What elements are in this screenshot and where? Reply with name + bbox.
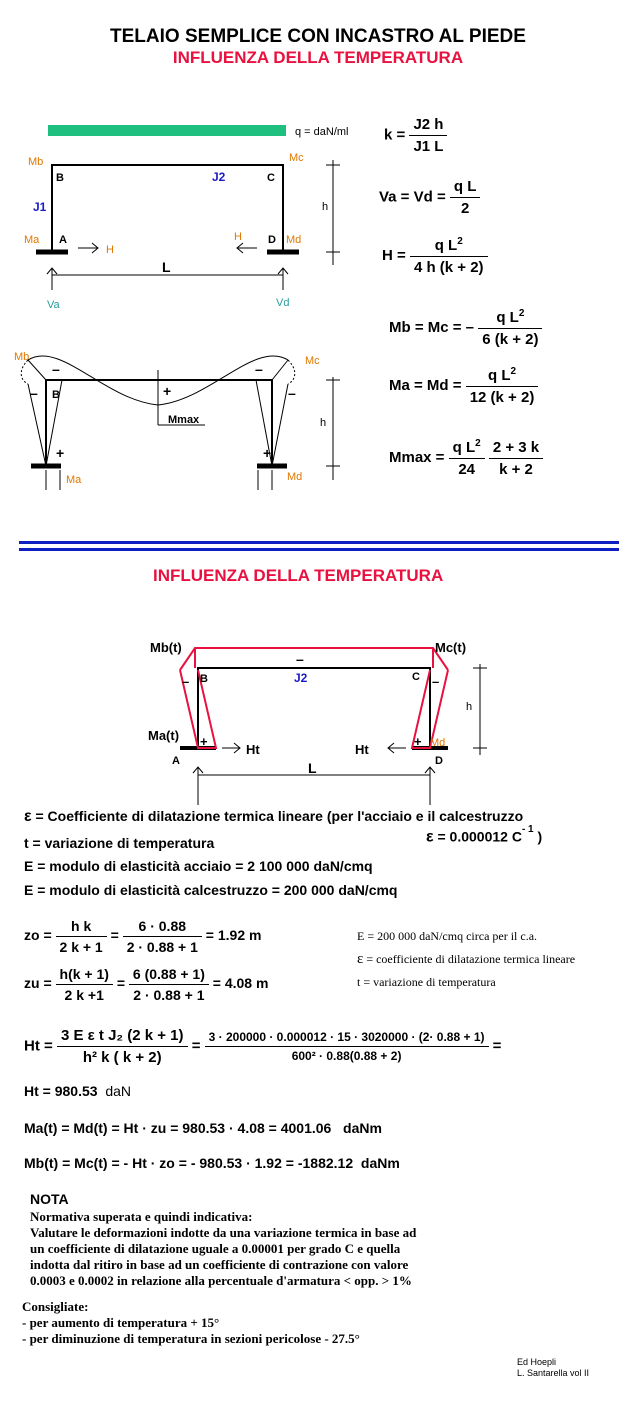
node-b: B [56, 172, 64, 184]
plus-base-left: + [56, 445, 65, 461]
node-d: D [268, 234, 276, 246]
h-label: h [322, 201, 329, 213]
node2-b: B [52, 389, 60, 401]
mbt-result: Mb(t) = Mc(t) = - Ht · zo = - 980.53 · 1.92 = -1882.12 daNm [24, 1155, 400, 1171]
side-note-eps: ε = coefficiente di dilatazione termica lineare [357, 951, 576, 967]
va-label: Va [47, 299, 60, 311]
note-heading: NOTA [30, 1191, 69, 1207]
minus-col-left: – [30, 385, 38, 401]
formula-zu: zu = $\frac{h(k + 1)}{2 k +1}$ = $\frac{6 (0.88 + 1)}{2 \cdot 0.88 + 1}$ = 4.08 m [24, 966, 269, 1003]
h-left-label: H [106, 244, 114, 256]
side-note-t: t = variazione di temperatura [357, 975, 496, 989]
mc2-label: Mc [305, 355, 320, 367]
vd-label: Vd [276, 297, 290, 309]
l3-label: L [308, 760, 317, 776]
credit: Ed Hoepli L. Santarella vol II [517, 1357, 590, 1378]
h3-label: h [466, 701, 473, 713]
note-body: Normativa superata e quindi indicativa: Valutare le deformazioni indotte da una variazione termica in base ad un coefficiente di dilatazione uguale a 0.00001 per grado C e quella indotta dal ritiro in base ad un coefficiente di contrazione con valore 0.0003 e 0.0002 in relazione alla percentuale d'armatura < opp. > 1% [30, 1209, 417, 1288]
h2-label: h [320, 417, 327, 429]
node3-b: B [200, 673, 208, 685]
formula-k: k = $\frac{J2 h}{J1 L}$ [384, 116, 447, 155]
page-title: TELAIO SEMPLICE CON INCASTRO AL PIEDE [110, 26, 526, 47]
mmax-label: Mmax [168, 414, 200, 426]
node-c: C [267, 172, 275, 184]
mbt-label: Mb(t) [150, 640, 182, 655]
formula-ht: Ht = $\frac{\text{3 E ε t J₂ (2 k + 1)}}{\text{h² k ( k + 2)}}$ = $\frac{3 \cdot 200000 \cdot 0.000012 \cdot 15 \cdot 3020000 \cdot (2\cdot 0.88 + 1)}{\text{600² · 0.88(0.88 + 2)}}$ = [24, 1027, 502, 1066]
formula-zo: zo = $\frac{\text{h k}}{2 k + 1}$ = $\frac{6 \cdot 0.88}{2 \cdot 0.88 + 1}$ = 1.92 m [24, 918, 262, 955]
temp-moment-beam [180, 648, 448, 670]
mb2-label: Mb [14, 351, 30, 363]
formula-h: H = $\frac{q L^2}{4 h (k + 2)}$ [382, 236, 488, 276]
divider-top [19, 541, 619, 544]
mat-result: Ma(t) = Md(t) = Ht · zu = 980.53 · 4.08 = 4001.06 daNm [24, 1120, 382, 1136]
minus-beam3: – [296, 651, 304, 667]
plus3-left: + [200, 734, 208, 749]
formula-mb: Mb = Mc = – $\frac{q L^2}{6 (k + 2)}$ [389, 308, 542, 348]
j2-3-label: J2 [294, 671, 308, 685]
frame-temperature-diagram [130, 630, 500, 805]
l-label: L [162, 259, 171, 275]
mat-label: Ma(t) [148, 728, 180, 743]
plus3-right: + [414, 734, 422, 749]
minus-top-right: – [255, 361, 263, 377]
node3-d: D [435, 755, 443, 767]
md-label: Md [286, 234, 302, 246]
ma2-label: Ma [66, 474, 82, 486]
minus-col3-right: – [432, 674, 440, 689]
divider-bottom [19, 548, 619, 551]
minus-col-right: – [288, 385, 296, 401]
section2-title: INFLUENZA DELLA TEMPERATURA [153, 566, 444, 585]
side-note-e: E = 200 000 daN/cmq circa per il c.a. [357, 929, 538, 943]
ht-left-label: Ht [246, 742, 260, 757]
def-eps-value: ε = 0.000012 $C^{- 1}$ ) [426, 824, 543, 846]
md3-label: Md [430, 737, 446, 749]
formula-ma: Ma = Md = $\frac{q L^2}{12 (k + 2)}$ [389, 366, 538, 406]
formula-mmax: Mmax = $\frac{q L^2}{24}$ $\frac{2 + 3 k}{k + 2}$ [389, 438, 543, 478]
node3-a: A [172, 755, 180, 767]
minus-top-left: – [52, 361, 60, 377]
frame-load-diagram [0, 110, 380, 320]
note-recommended: Consigliate: - per aumento di temperatura + 15° - per diminuzione di temperatura in sezioni pericolose - 27.5° [22, 1299, 360, 1346]
frame2-outline [46, 380, 272, 466]
plus-base-right: + [263, 445, 272, 461]
node3-c: C [412, 671, 420, 683]
distributed-load-bar [48, 125, 286, 136]
page-subtitle: INFLUENZA DELLA TEMPERATURA [172, 48, 464, 67]
def-epsilon: ε = Coefficiente di dilatazione termica lineare (per l'acciaio e il calcestruzzo [24, 808, 524, 825]
ht-result: Ht = 980.53 daN [24, 1083, 132, 1099]
j2-label: J2 [212, 170, 226, 184]
h-right-label: H [234, 231, 242, 243]
frame-outline [52, 165, 283, 251]
mc-label: Mc [289, 152, 304, 164]
md2-label: Md [287, 471, 303, 483]
mb-label: Mb [28, 156, 44, 168]
j1-label: J1 [33, 200, 47, 214]
ht-right-label: Ht [355, 742, 369, 757]
mct-label: Mc(t) [435, 640, 467, 655]
minus-col3-left: – [182, 674, 190, 689]
frame3-outline [198, 668, 430, 748]
node-a: A [59, 234, 67, 246]
def-e-cls: E = modulo di elasticità calcestruzzo = 200 000 daN/cmq [24, 882, 398, 898]
def-t: t = variazione di temperatura [24, 835, 215, 851]
plus-beam: + [163, 383, 172, 399]
column-moment-right [272, 384, 288, 466]
def-e-steel: E = modulo di elasticità acciaio = 2 100 000 daN/cmq [24, 858, 373, 874]
ma-label: Ma [24, 234, 40, 246]
load-label: q = daN/ml [295, 126, 349, 138]
formula-va: Va = Vd = $\frac{\text{q L}}{2}$ [379, 178, 480, 217]
frame-moment-diagram [0, 340, 380, 500]
